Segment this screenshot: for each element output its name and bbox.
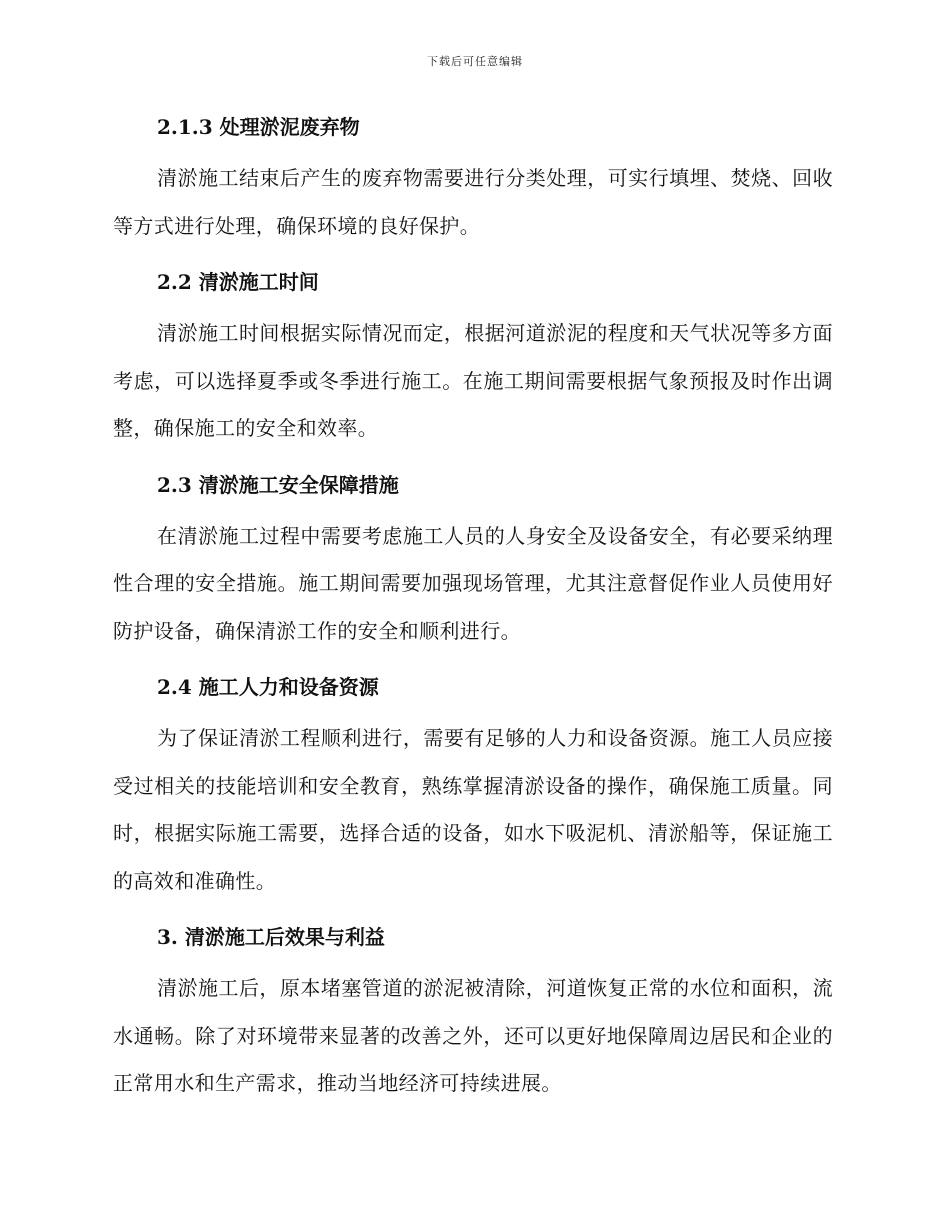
section-paragraph: 为了保证清淤工程顺利进行，需要有足够的人力和设备资源。施工人员应接受过相关的技能培训和安全教育，熟练掌握清淤设备的操作，确保施工质量。同时，根据实际施工需要，选择合适的设备，如水下吸泥机、清淤船等，保证施工的高效和准确性。 xyxy=(113,726,833,893)
section-heading: 2.3 清淤施工安全保障措施 xyxy=(157,472,399,497)
section-3 xyxy=(113,915,833,1108)
page-header: 下载后可任意编辑 xyxy=(427,55,523,68)
section-paragraph: 清淤施工结束后产生的废弃物需要进行分类处理，可实行填埋、焚烧、回收等方式进行处理，确保环境的良好保护。 xyxy=(113,166,833,238)
section-2-3 xyxy=(113,463,833,656)
section-2-4 xyxy=(113,665,833,905)
section-2-1-3 xyxy=(113,105,833,250)
section-paragraph: 清淤施工时间根据实际情况而定，根据河道淤泥的程度和天气状况等多方面考虑，可以选择夏季或冬季进行施工。在施工期间需要根据气象预报及时作出调整，确保施工的安全和效率。 xyxy=(113,321,833,440)
section-heading: 2.2 清淤施工时间 xyxy=(157,270,319,294)
document-body xyxy=(113,105,833,1118)
section-paragraph: 在清淤施工过程中需要考虑施工人员的人身安全及设备安全，有必要采纳理性合理的安全措施。施工期间需要加强现场管理，尤其注意督促作业人员使用好防护设备，确保清淤工作的安全和顺利进行。 xyxy=(113,523,833,643)
section-2-2 xyxy=(113,260,833,453)
section-heading: 2.1.3 处理淤泥废弃物 xyxy=(157,115,360,139)
section-heading: 2.4 施工人力和设备资源 xyxy=(157,675,379,699)
section-paragraph: 清淤施工后，原本堵塞管道的淤泥被清除，河道恢复正常的水位和面积，流水通畅。除了对环境带来显著的改善之外，还可以更好地保障周边居民和企业的正常用水和生产需求，推动当地经济可持续进展。 xyxy=(113,976,833,1095)
section-heading: 3. 清淤施工后效果与利益 xyxy=(157,925,385,949)
